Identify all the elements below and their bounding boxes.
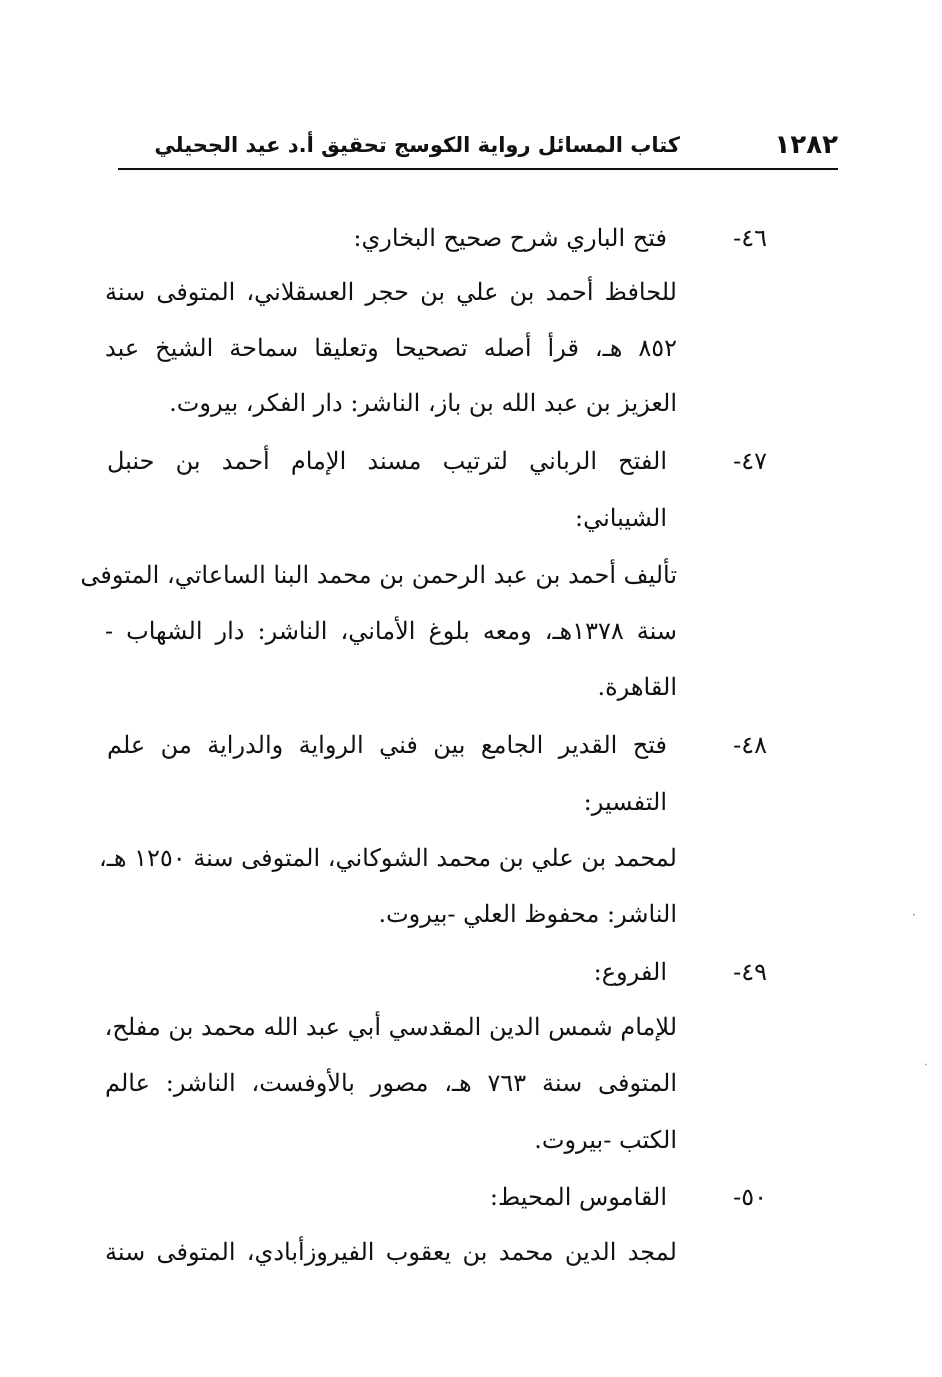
scan-speck: ˏ <box>924 1052 928 1066</box>
entry-body-line: لمحمد بن علي بن محمد الشوكاني، المتوفى سنة ١٢٥٠ هـ، <box>99 844 677 872</box>
entry-number: ٤٧- <box>733 447 767 475</box>
entry-number: ٤٦- <box>733 224 767 252</box>
entry-title: الشيباني: <box>575 504 667 532</box>
entry-body-line: المتوفى سنة ٧٦٣ هـ، مصور بالأوفست، الناشر: عالم <box>105 1069 678 1097</box>
entry-title: القاموس المحيط: <box>489 1183 667 1211</box>
entry-number: ٥٠- <box>733 1183 767 1211</box>
entry-title: فتح القدير الجامع بين فني الرواية والدراية من علم <box>107 731 667 759</box>
entry-body-line: للإمام شمس الدين المقدسي أبي عبد الله محمد بن مفلح، <box>104 1013 677 1041</box>
entry-title: الفتح الرباني لترتيب مسند الإمام أحمد بن حنبل <box>107 447 667 475</box>
page-number: ١٢٨٢ <box>774 130 838 160</box>
entry-body-line: ٨٥٢ هـ، قرأ أصله تصحيحا وتعليقا سماحة الشيخ عبد <box>105 334 677 362</box>
entry-body-line: لمجد الدين محمد بن يعقوب الفيروزأبادي، المتوفى سنة <box>105 1238 677 1266</box>
entry-body-line: القاهرة. <box>597 673 677 701</box>
entry-number: ٤٨- <box>733 731 767 759</box>
entry-body-line: سنة ١٣٧٨هـ، ومعه بلوغ الأماني، الناشر: دار الشهاب - <box>105 617 677 645</box>
running-title: كتاب المسائل رواية الكوسج تحقيق أ.د عيد الجحيلي <box>154 133 680 157</box>
entry-body-line: الناشر: محفوظ العلي -بيروت. <box>378 900 677 928</box>
entry-body-line: الكتب -بيروت. <box>534 1126 677 1154</box>
entry-title: التفسير: <box>583 788 667 816</box>
entry-body-line: تأليف أحمد بن عبد الرحمن بن محمد البنا الساعاتي، المتوفى <box>80 561 677 589</box>
entry-body-line: للحافظ أحمد بن علي بن حجر العسقلاني، المتوفى سنة <box>105 278 677 306</box>
entry-title: الفروع: <box>593 958 667 986</box>
entry-body-line: العزيز بن عبد الله بن باز، الناشر: دار الفكر، بيروت. <box>169 389 677 417</box>
entry-title: فتح الباري شرح صحيح البخاري: <box>353 224 667 252</box>
scan-speck: · <box>912 908 916 922</box>
page-header <box>118 128 838 170</box>
entry-number: ٤٩- <box>733 958 767 986</box>
